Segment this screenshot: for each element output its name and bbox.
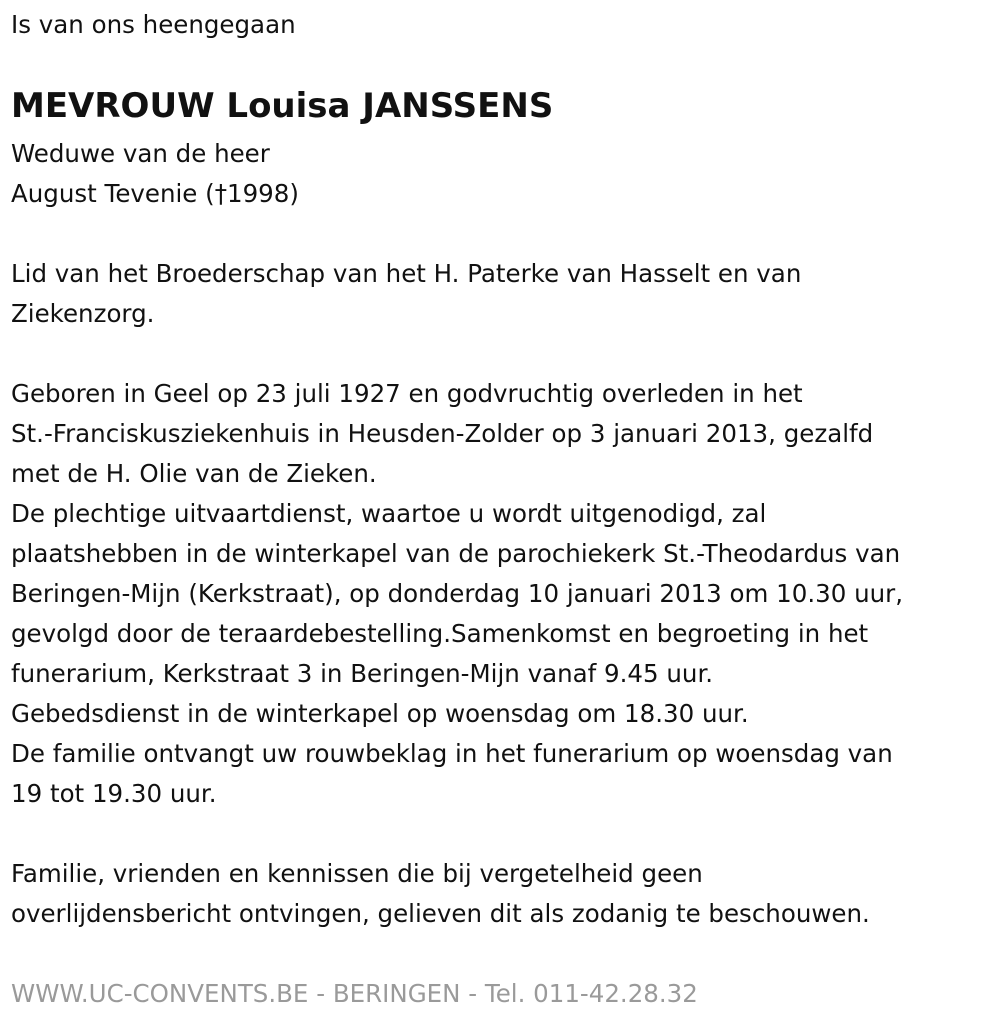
widow-line: Weduwe van de heer [11, 139, 270, 168]
details-line: Geboren in Geel op 23 juli 1927 en godvruchtig overleden in het [11, 379, 803, 408]
details-block [11, 374, 903, 814]
details-line: met de H. Olie van de Zieken. [11, 459, 377, 488]
details-line: gevolgd door de teraardebestelling.Samenkomst en begroeting in het [11, 619, 869, 648]
footer-contact: WWW.UC-CONVENTS.BE - BERINGEN - Tel. 011-42.28.32 [11, 979, 698, 1008]
family-line: overlijdensbericht ontvingen, gelieven dit als zodanig te beschouwen. [11, 899, 870, 928]
details-line: funerarium, Kerkstraat 3 in Beringen-Mijn vanaf 9.45 uur. [11, 659, 714, 688]
family-block [11, 854, 870, 934]
details-line: De plechtige uitvaartdienst, waartoe u wordt uitgenodigd, zal [11, 499, 767, 528]
membership-line: Lid van het Broederschap van het H. Paterke van Hasselt en van [11, 259, 802, 288]
deceased-name: MEVROUW Louisa JANSSENS [11, 86, 554, 126]
details-line: St.-Franciskusziekenhuis in Heusden-Zolder op 3 januari 2013, gezalfd [11, 419, 874, 448]
details-line: Gebedsdienst in de winterkapel op woensdag om 18.30 uur. [11, 699, 749, 728]
intro-text: Is van ons heengegaan [11, 10, 296, 39]
details-line: 19 tot 19.30 uur. [11, 779, 217, 808]
widow-block [11, 134, 299, 214]
details-line: De familie ontvangt uw rouwbeklag in het funerarium op woensdag van [11, 739, 893, 768]
membership-line: Ziekenzorg. [11, 299, 155, 328]
family-line: Familie, vrienden en kennissen die bij vergetelheid geen [11, 859, 703, 888]
membership-block [11, 254, 801, 334]
widow-line: August Tevenie (†1998) [11, 179, 299, 208]
details-line: Beringen-Mijn (Kerkstraat), op donderdag 10 januari 2013 om 10.30 uur, [11, 579, 904, 608]
details-line: plaatshebben in de winterkapel van de parochiekerk St.-Theodardus van [11, 539, 901, 568]
